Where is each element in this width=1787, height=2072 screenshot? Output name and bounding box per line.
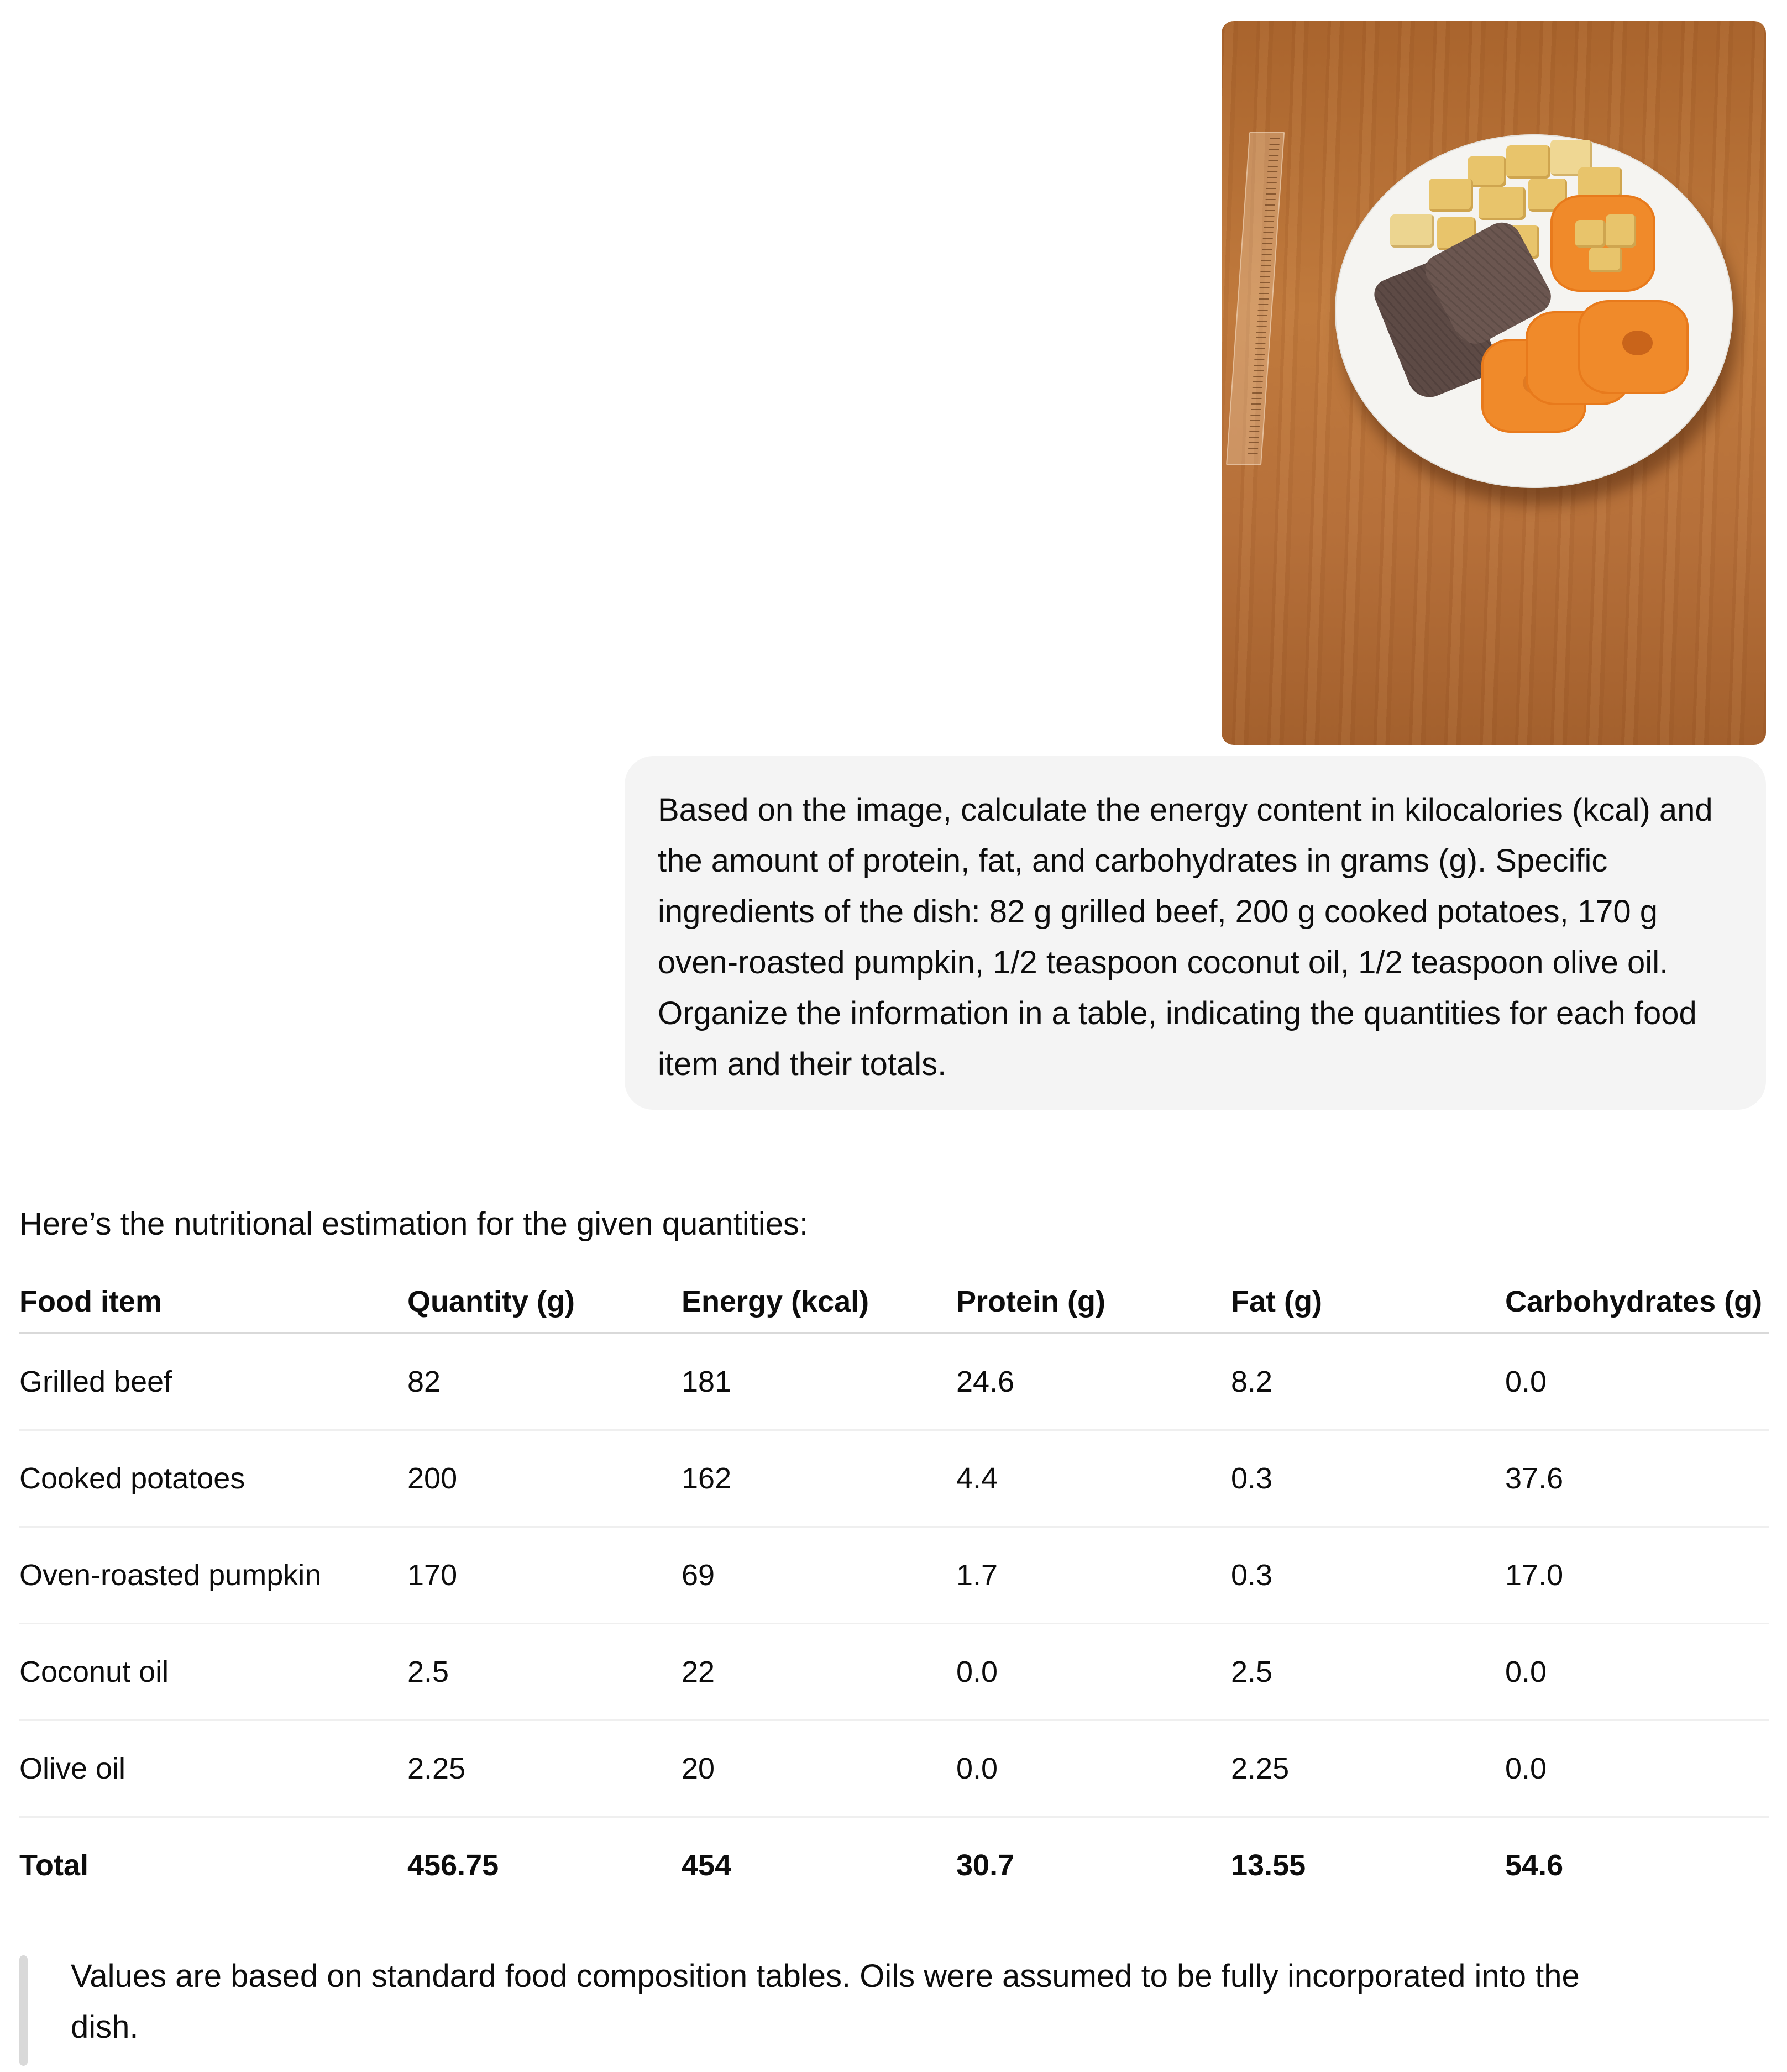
table-row — [19, 1430, 1769, 1527]
cell-protein: 0.0 — [956, 1720, 1231, 1817]
plate-in-photo — [1335, 134, 1733, 488]
table-total-row — [19, 1817, 1769, 1913]
header-energy: Energy (kcal) — [682, 1271, 956, 1333]
cell-energy: 181 — [682, 1333, 956, 1430]
note-blockquote — [19, 1951, 1622, 2067]
header-food-item: Food item — [19, 1271, 407, 1333]
table-header-row — [19, 1271, 1769, 1333]
cell-quantity: 200 — [407, 1430, 682, 1527]
cell-fat: 0.3 — [1231, 1430, 1505, 1527]
cell-fat: 0.3 — [1231, 1527, 1505, 1624]
cell-fat: 2.25 — [1231, 1720, 1505, 1817]
total-protein: 30.7 — [956, 1849, 1015, 1882]
potato-piece — [1429, 179, 1473, 212]
cell-carbohydrates: 37.6 — [1505, 1430, 1769, 1527]
total-label: Total — [19, 1849, 88, 1882]
pumpkin-ring-hole — [1622, 331, 1653, 355]
potato-piece — [1578, 167, 1622, 198]
cell-energy: 22 — [682, 1624, 956, 1720]
note-text: Values are based on standard food composition tables. Oils were assumed to be fully incorporated into the dish. — [71, 1958, 1580, 2045]
cell-food-item: Coconut oil — [19, 1624, 407, 1720]
ruler-in-photo — [1226, 132, 1285, 465]
cell-quantity: 170 — [407, 1527, 682, 1624]
header-protein: Protein (g) — [956, 1271, 1231, 1333]
potato-piece — [1506, 145, 1550, 179]
cell-protein: 1.7 — [956, 1527, 1231, 1624]
cell-food-item: Grilled beef — [19, 1333, 407, 1430]
pumpkin-ring — [1578, 300, 1689, 394]
total-energy: 454 — [682, 1849, 732, 1882]
cell-energy: 162 — [682, 1430, 956, 1527]
total-carbohydrates: 54.6 — [1505, 1849, 1564, 1882]
potato-piece — [1606, 214, 1636, 248]
cell-energy: 20 — [682, 1720, 956, 1817]
cell-food-item: Oven-roasted pumpkin — [19, 1527, 407, 1624]
user-message-bubble — [625, 756, 1766, 1110]
table-row — [19, 1527, 1769, 1624]
cell-food-item: Cooked potatoes — [19, 1430, 407, 1527]
cell-fat: 2.5 — [1231, 1624, 1505, 1720]
cell-carbohydrates: 17.0 — [1505, 1527, 1769, 1624]
total-quantity: 456.75 — [407, 1849, 499, 1882]
cell-carbohydrates: 0.0 — [1505, 1624, 1769, 1720]
cell-protein: 24.6 — [956, 1333, 1231, 1430]
header-carbohydrates: Carbohydrates (g) — [1505, 1271, 1769, 1333]
user-message-text: Based on the image, calculate the energy content in kilocalories (kcal) and the amount of protein, fat, and carbohydrates in grams (g). Specific ingredients of the dish: 82 g grilled beef, 200 g cooked potatoes, 170 g oven-roasted pumpkin, 1/2 teaspoon coconut oil, 1/2 teaspoon olive oil. Organize the information in a table, indicating the quantities for each food item and their totals. — [658, 792, 1713, 1082]
cell-carbohydrates: 0.0 — [1505, 1333, 1769, 1430]
user-image-attachment[interactable] — [1222, 21, 1766, 745]
table-row — [19, 1624, 1769, 1720]
cell-quantity: 82 — [407, 1333, 682, 1430]
table-row — [19, 1333, 1769, 1430]
nutrition-table — [19, 1271, 1769, 1913]
blockquote-bar — [19, 1955, 28, 2066]
cell-fat: 8.2 — [1231, 1333, 1505, 1430]
potato-piece — [1479, 187, 1526, 220]
table-row — [19, 1720, 1769, 1817]
cell-energy: 69 — [682, 1527, 956, 1624]
potato-piece — [1575, 220, 1606, 248]
header-fat: Fat (g) — [1231, 1271, 1505, 1333]
potato-piece — [1390, 214, 1434, 248]
assistant-intro-text: Here’s the nutritional estimation for the given quantities: — [19, 1206, 809, 1242]
pumpkin-bowl — [1550, 195, 1655, 292]
potato-piece — [1589, 248, 1622, 272]
cell-protein: 4.4 — [956, 1430, 1231, 1527]
cell-quantity: 2.5 — [407, 1624, 682, 1720]
cell-protein: 0.0 — [956, 1624, 1231, 1720]
cell-quantity: 2.25 — [407, 1720, 682, 1817]
header-quantity: Quantity (g) — [407, 1271, 682, 1333]
cell-carbohydrates: 0.0 — [1505, 1720, 1769, 1817]
total-fat: 13.55 — [1231, 1849, 1306, 1882]
potato-piece — [1468, 156, 1506, 187]
cell-food-item: Olive oil — [19, 1720, 407, 1817]
